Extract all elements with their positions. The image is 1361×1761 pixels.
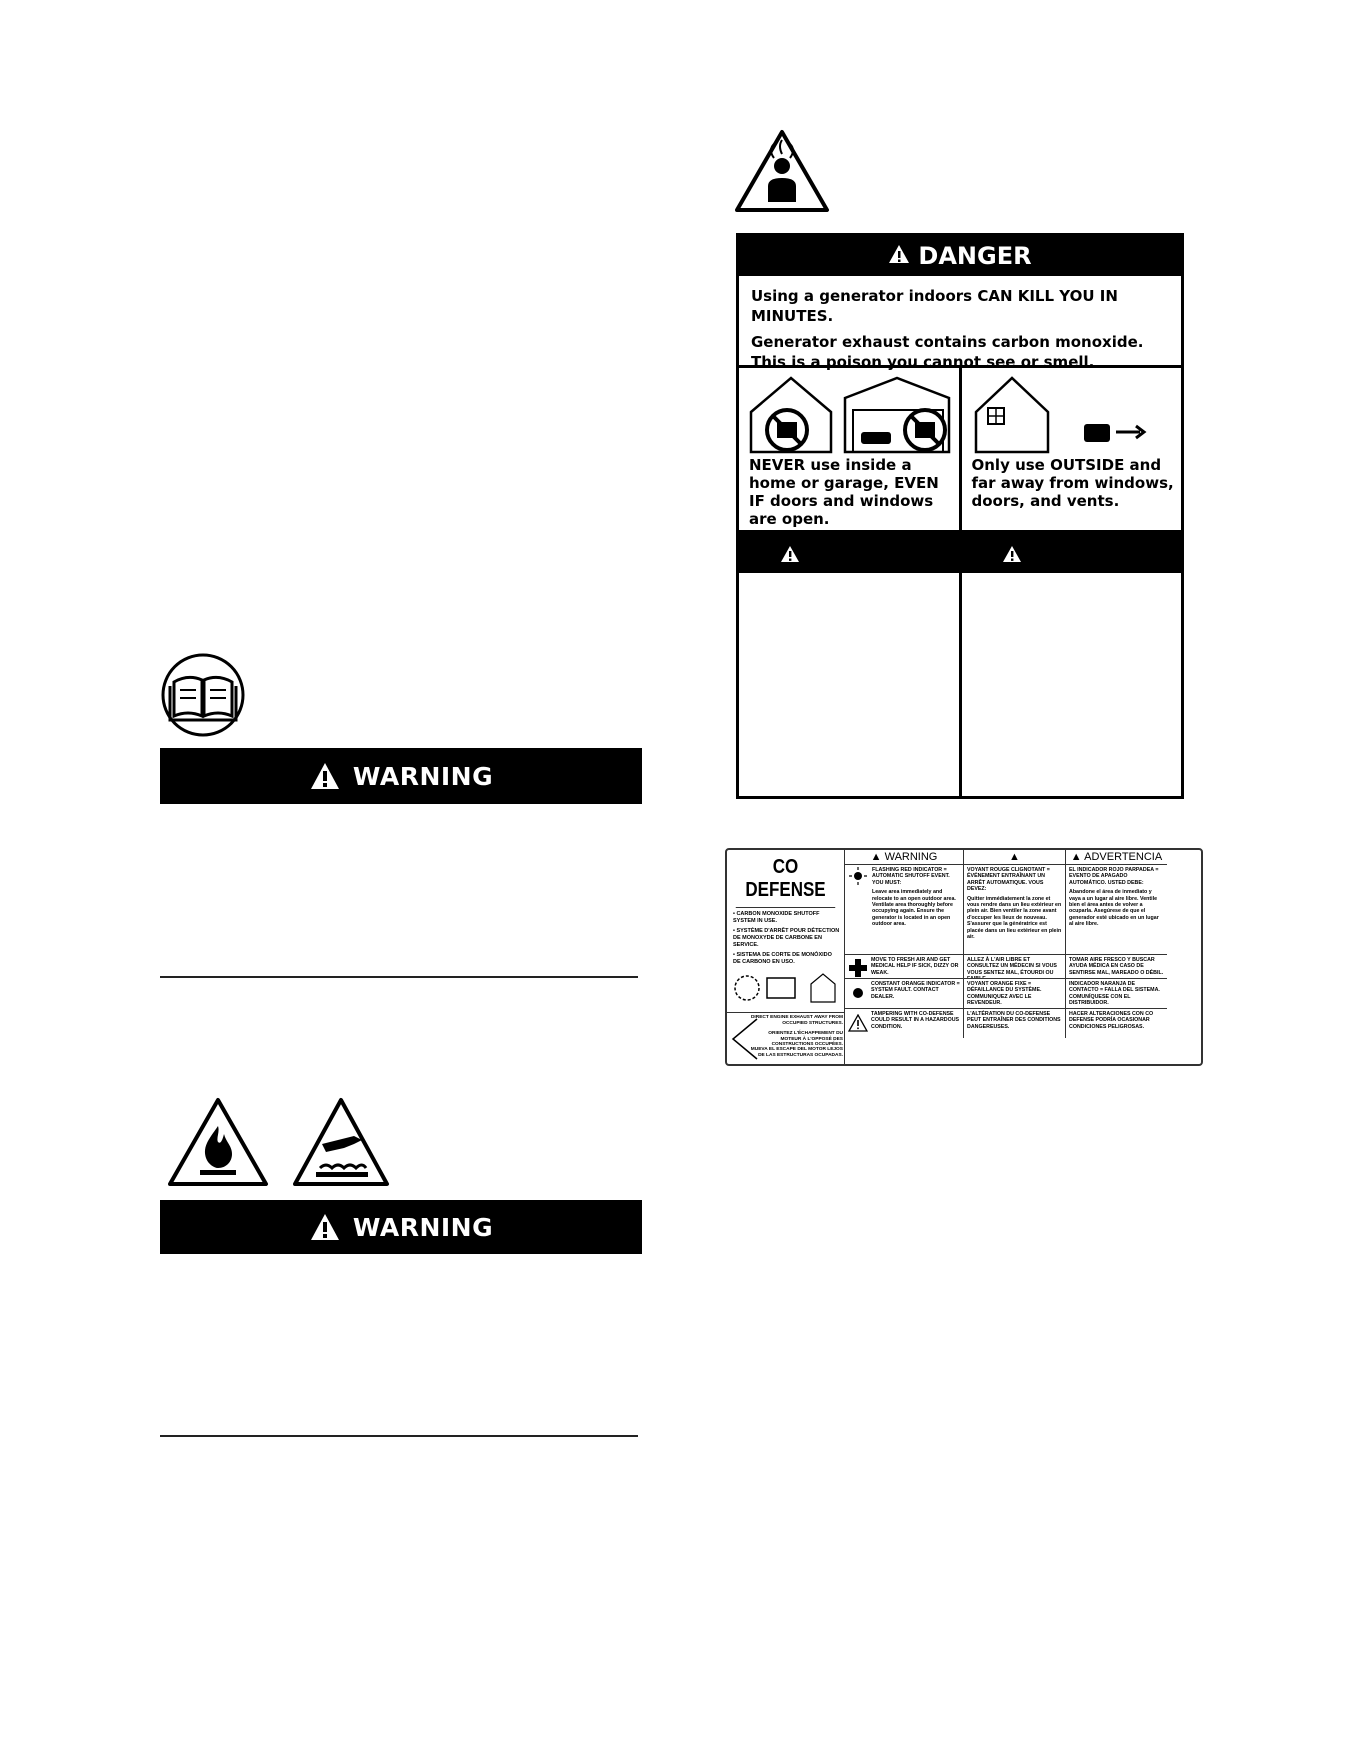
danger-line-2: Generator exhaust contains carbon monoxide. This is a poison you cannot see or smell. <box>751 333 1144 371</box>
co-bullet: • SYSTÈME D'ARRÊT POUR DÉTECTION DE MONOXYDE DE CARBONE EN SERVICE. <box>733 928 840 948</box>
warning-banner-1 <box>160 748 642 804</box>
co-cell: L'ALTÉRATION DU CO-DEFENSE PEUT ENTRAÎNER DES CONDITIONS DANGEREUSES. <box>963 1008 1065 1038</box>
house-generator-outside-icon <box>970 372 1170 454</box>
co-cell: VOYANT ROUGE CLIGNOTANT = ÉVÉNEMENT ENTRAÎNANT UN ARRÊT AUTOMATIQUE. VOUS DEVEZ: Quitter immédiatement la zone et vous rendre dans un lieu extérieur en plein air. Bien ventiler la zone avant d'occuper les lieux de nouveau. S'assurer que la génératrice est placée dans un lieu extérieur en plein air. <box>963 864 1065 954</box>
alert-triangle-icon <box>888 244 910 269</box>
never-indoors-text: NEVER use inside a home or garage, EVEN IF doors and windows are open. <box>749 456 939 528</box>
section-divider <box>160 1435 638 1437</box>
fire-hazard-icon <box>166 1096 270 1188</box>
co-cell: FLASHING RED INDICATOR = AUTOMATIC SHUTOFF EVENT. YOU MUST: Leave area immediately and relocate to an open outdoor area. Ventilate area thoroughly before occupying again. Ensure the generator is located in an open outdoor area. <box>845 864 963 954</box>
co-cell: TOMAR AIRE FRESCO Y BUSCAR AYUDA MÉDICA EN CASO DE SENTIRSE MAL, MAREADO O DÉBIL. <box>1065 954 1167 978</box>
medical-cross-icon <box>849 959 867 977</box>
label-column-header <box>736 533 960 573</box>
alert-triangle-icon <box>309 1212 341 1242</box>
exhaust-text: MUEVA EL ESCAPE DEL MOTOR LEJOS DE LAS ESTRUCTURAS OCUPADAS. <box>750 1047 843 1058</box>
label-column-header <box>960 533 1184 573</box>
co-header-warning: ▲ WARNING <box>845 850 963 864</box>
flashing-indicator-icon <box>848 867 868 885</box>
danger-panel-outside-only <box>959 368 1182 534</box>
label-column-body <box>739 573 959 796</box>
warning-label: WARNING <box>352 1212 494 1242</box>
outside-only-text: Only use OUTSIDE and far away from windows, doors, and vents. <box>971 456 1174 510</box>
exhaust-text: DIRECT ENGINE EXHAUST AWAY FROM OCCUPIED STRUCTURES. <box>750 1015 843 1026</box>
co-defense-label <box>725 848 1203 1066</box>
co-cell: MOVE TO FRESH AIR AND GET MEDICAL HELP IF SICK, DIZZY OR WEAK. <box>845 954 963 978</box>
constant-indicator-icon <box>852 987 864 999</box>
co-cell: EL INDICADOR ROJO PARPADEA = EVENTO DE APAGADO AUTOMÁTICO. USTED DEBE: Abandone el área de inmediato y vaya a un lugar al aire libre. Ventile bien el área antes de volver a ocuparla. Asegúrese de que el generador esté ubicado en un lugar al aire libre. <box>1065 864 1167 954</box>
warning-banner-2 <box>160 1200 642 1254</box>
co-bullet: • SISTEMA DE CORTE DE MONÓXIDO DE CARBONO EN USO. <box>733 952 832 965</box>
alert-triangle-icon <box>780 545 800 563</box>
hot-surface-icon <box>292 1096 390 1188</box>
generator-exhaust-icon <box>733 970 839 1004</box>
house-garage-prohibited-icon <box>747 372 957 454</box>
danger-header <box>739 236 1181 276</box>
co-cell: ALLEZ À L'AIR LIBRE ET CONSULTEZ UN MÉDECIN SI VOUS VOUS SENTEZ MAL, ÉTOURDI OU <box>963 954 1065 978</box>
co-cell: HACER ALTERACIONES CON CO DEFENSE PODRÍA OCASIONAR CONDICIONES PELIGROSAS. <box>1065 1008 1167 1038</box>
alert-triangle-icon <box>309 761 341 791</box>
warning-label: WARNING <box>352 761 494 791</box>
toxic-fumes-icon <box>734 128 830 214</box>
danger-line-1: Using a generator indoors CAN KILL YOU IN MINUTES. <box>751 287 1118 325</box>
co-cell: TAMPERING WITH CO-DEFENSE COULD RESULT IN A HAZARDOUS CONDITION. <box>845 1008 963 1038</box>
caution-triangle-icon <box>848 1014 868 1032</box>
exhaust-text: ORIENTEZ L'ÉCHAPPEMENT DU MOTEUR À L'OPPOSÉ DES CONSTRUCTIONS OCCUPÉES. <box>768 1031 843 1048</box>
co-cell: VOYANT ORANGE FIXE = DÉFAILLANCE DU SYSTÈME. COMMUNIQUEZ AVEC LE REVENDEUR. <box>963 978 1065 1008</box>
section-divider <box>160 976 638 978</box>
danger-panel-never-indoors <box>739 368 959 534</box>
co-defense-title: CO DEFENSE <box>736 850 835 908</box>
exhaust-direction-box <box>727 1012 845 1064</box>
co-header-avertissement: ▲ <box>963 850 1065 864</box>
co-bullet: • CARBON MONOXIDE SHUTOFF SYSTEM IN USE. <box>733 911 820 924</box>
co-header-advertencia: ▲ ADVERTENCIA <box>1065 850 1167 864</box>
alert-triangle-icon <box>1002 545 1022 563</box>
label-column-body <box>959 573 1182 796</box>
danger-title: DANGER <box>918 242 1032 270</box>
translated-label-area <box>736 533 1184 799</box>
co-defense-table <box>845 850 1201 1064</box>
co-cell: INDICADOR NARANJA DE CONTACTO = FALLA DEL SISTEMA. COMUNÍQUESE CON EL DISTRIBUIDOR. <box>1065 978 1167 1008</box>
danger-label <box>736 233 1184 533</box>
operators-manual-icon <box>160 652 246 738</box>
co-cell: CONSTANT ORANGE INDICATOR = SYSTEM FAULT. CONTACT DEALER. <box>845 978 963 1008</box>
